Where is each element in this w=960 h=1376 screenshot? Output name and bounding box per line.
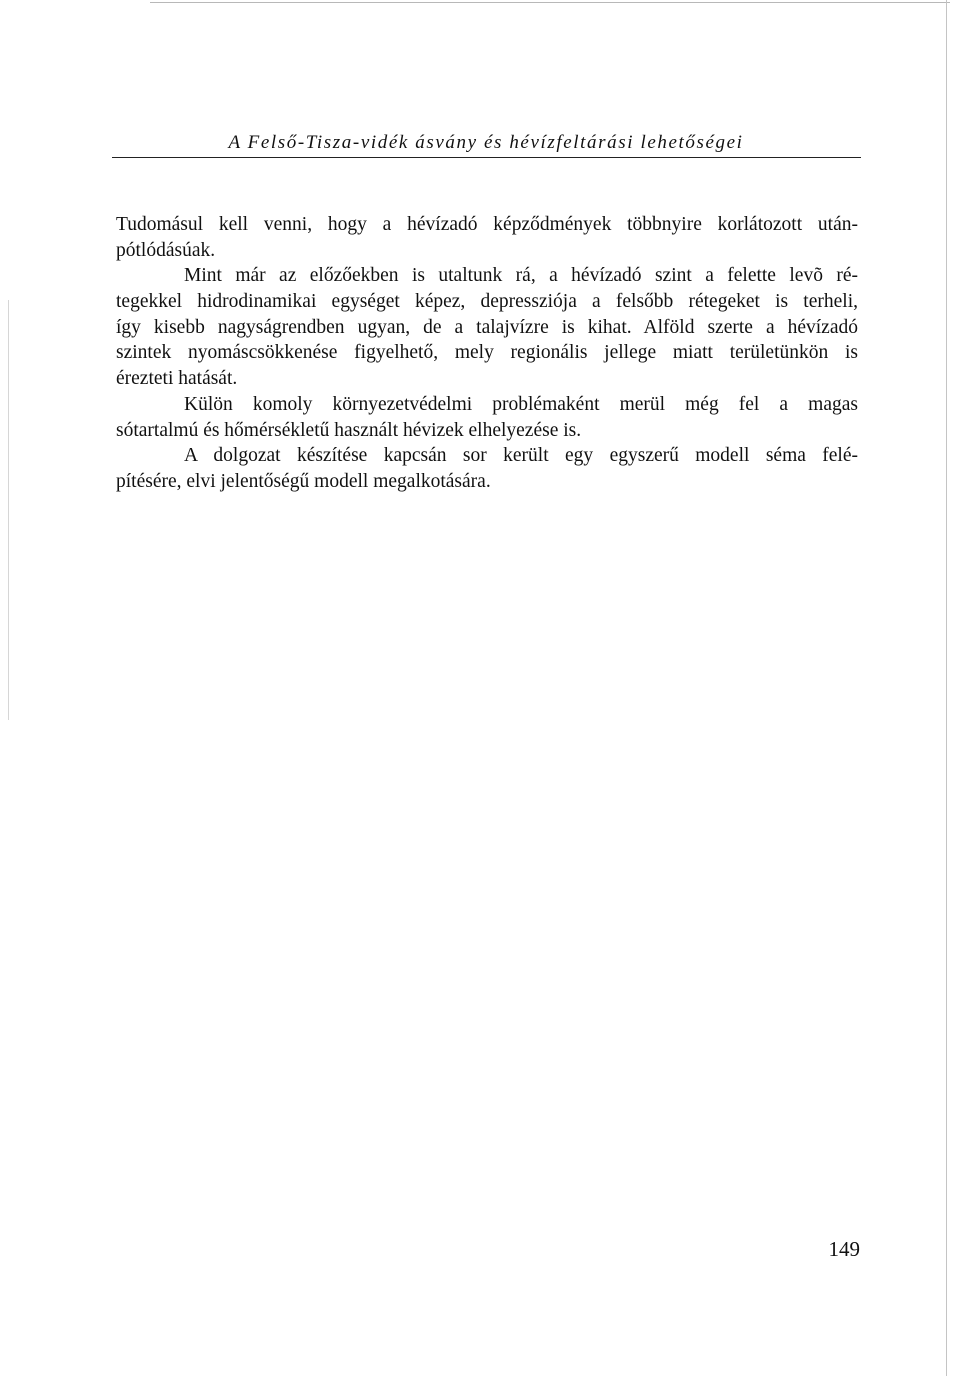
text-line: Mint már az előzőekben is utaltunk rá, a hévízadó szint a felette levõ ré- — [184, 265, 858, 287]
text-line: így kisebb nagyságrendben ugyan, de a talajvízre is kihat. Alföld szerte a hévízadó — [116, 316, 858, 338]
text-line: sótartalmú és hőmérsékletű használt hévizek elhelyezése is. — [116, 419, 582, 441]
text-line: Külön komoly környezetvédelmi problémaként merül még fel a magas — [184, 393, 858, 415]
text-line: pítésére, elvi jelentőségű modell megalkotására. — [116, 470, 491, 492]
text-line: Tudomásul kell venni, hogy a hévízadó képződmények többnyire korlátozott után- — [116, 214, 858, 235]
text-line: tegekkel hidrodinamikai egységet képez, depressziója a felsőbb rétegeket is terheli, — [116, 291, 858, 313]
text-line: A dolgozat készítése kapcsán sor került egy egyszerű modell séma felé- — [184, 445, 858, 467]
text-line: érezteti hatását. — [116, 368, 238, 390]
scan-edge-top — [150, 2, 950, 3]
scan-edge-right — [946, 0, 947, 1376]
text-line: pótlódásúak. — [116, 239, 216, 261]
scan-edge-left — [8, 300, 9, 720]
running-head: A Felső-Tisza-vidék ásvány és hévízfeltárási lehetőségei — [228, 132, 744, 153]
header-rule — [112, 157, 861, 158]
text-line: szintek nyomáscsökkenése figyelhető, mely regionális jellege miatt területünkön is — [116, 342, 858, 364]
page-number: 149 — [828, 1237, 860, 1261]
body-text — [116, 212, 858, 495]
